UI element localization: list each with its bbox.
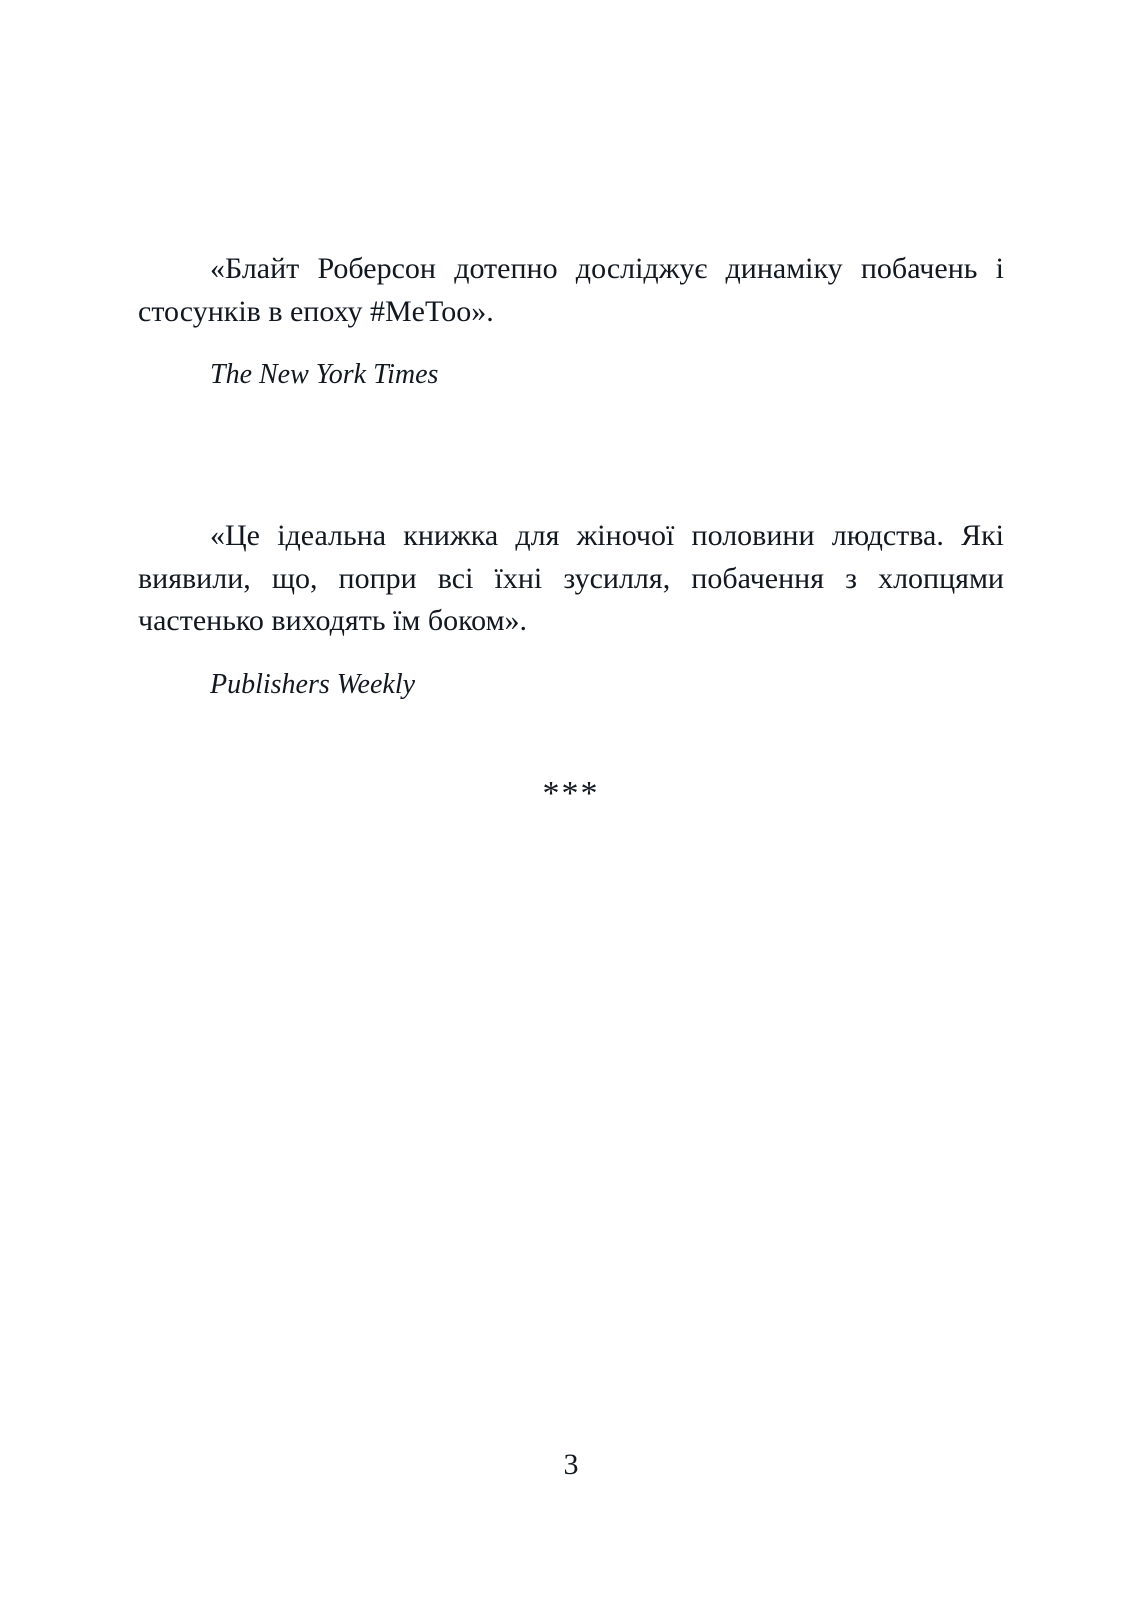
quote-text: «Блайт Роберсон дотепно досліджує динаміку побачень і стосунків в епоху #MeToo». bbox=[138, 252, 1004, 328]
page-content bbox=[138, 248, 1004, 813]
section-spacer bbox=[138, 437, 1004, 515]
quote-block-1 bbox=[138, 248, 1004, 391]
quote-block-2 bbox=[138, 515, 1004, 701]
quote-text: «Це ідеальна книжка для жіночої половини людства. Які виявили, що, попри всі їхні зусилля, побачення з хлопцями частенько виходять їм боком». bbox=[138, 519, 1004, 638]
quote-source: Publishers Weekly bbox=[210, 668, 416, 700]
quote-source: The New York Times bbox=[210, 359, 439, 391]
page-number: 3 bbox=[563, 1448, 579, 1481]
asterisk-divider: *** bbox=[542, 774, 600, 812]
